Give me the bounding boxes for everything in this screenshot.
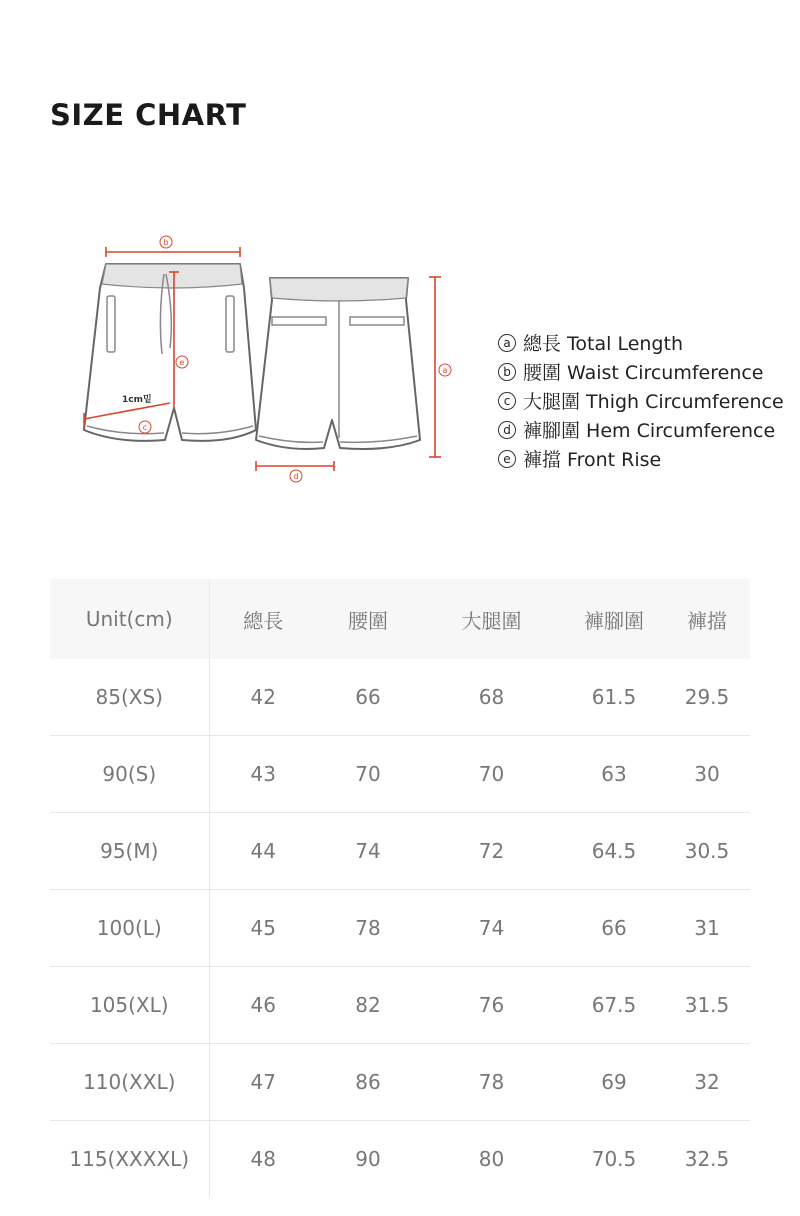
table-cell: 74 (317, 813, 419, 890)
table-cell: 68 (419, 659, 564, 736)
table-cell: 61.5 (564, 659, 664, 736)
svg-text:a: a (442, 366, 448, 375)
table-cell: 29.5 (664, 659, 750, 736)
table-cell: 32.5 (684, 1147, 730, 1171)
table-row (50, 813, 750, 890)
size-cell: 110(XXL) (50, 1044, 209, 1121)
legend-label: 總長 Total Length (523, 333, 683, 355)
table-cell: 48 (250, 1147, 276, 1171)
svg-text:d: d (293, 472, 299, 481)
table-row (50, 890, 750, 967)
header-cell: 腰圍 (317, 579, 419, 659)
table-cell: 43 (209, 736, 317, 813)
shorts-diagram (78, 230, 468, 490)
header-cell: 褲擋 (664, 579, 750, 659)
size-table (50, 579, 750, 1197)
table-cell: 63 (564, 736, 664, 813)
marker-d (290, 470, 302, 482)
svg-text:e: e (179, 358, 185, 367)
table-cell: 47 (209, 1044, 317, 1121)
table-cell: 30.5 (664, 813, 750, 890)
table-cell: 72 (419, 813, 564, 890)
table-cell: 44 (209, 813, 317, 890)
legend-item-hem (498, 415, 784, 444)
front-waistband (102, 264, 242, 288)
table-cell: 30 (664, 736, 750, 813)
legend-label: 腰圍 Waist Circumference (523, 362, 764, 384)
legend-label: 大腿圍 Thigh Circumference (523, 391, 784, 413)
size-cell: 105(XL) (50, 967, 209, 1044)
table-cell: 76 (419, 967, 564, 1044)
size-cell: 85(XS) (50, 659, 209, 736)
table-row (50, 1121, 750, 1198)
table-row (50, 967, 750, 1044)
legend-marker: b (498, 363, 516, 381)
table-cell: 78 (317, 890, 419, 967)
table-cell: 70.5 (591, 1147, 637, 1171)
header-cell: 大腿圍 (419, 579, 564, 659)
marker-a (439, 364, 451, 376)
table-cell: 66 (564, 890, 664, 967)
size-cell: 95(M) (50, 813, 209, 890)
table-cell: 69 (564, 1044, 664, 1121)
back-waistband (270, 278, 408, 301)
table-cell: 80 (478, 1147, 505, 1171)
legend-item-total-length (498, 328, 784, 357)
measurement-legend (498, 328, 784, 473)
table-cell: 74 (419, 890, 564, 967)
legend-label: 褲腳圍 Hem Circumference (523, 420, 776, 442)
marker-b (160, 236, 172, 248)
size-cell: 100(L) (50, 890, 209, 967)
legend-marker: a (498, 334, 516, 352)
table-cell: 66 (317, 659, 419, 736)
marker-e (176, 356, 188, 368)
legend-item-waist (498, 357, 784, 386)
legend-label: 褲擋 Front Rise (523, 449, 662, 471)
table-cell: 90 (355, 1147, 381, 1171)
table-cell: 64.5 (564, 813, 664, 890)
table-cell: 70 (317, 736, 419, 813)
table-row (50, 659, 750, 736)
table-row (50, 1044, 750, 1121)
table-cell: 86 (317, 1044, 419, 1121)
legend-marker: d (498, 421, 516, 439)
page-title: SIZE CHART (50, 98, 247, 132)
table-cell: 70 (419, 736, 564, 813)
marker-c (139, 421, 151, 433)
diagram-note: 1cm밑 (122, 395, 152, 405)
header-cell: 褲腳圍 (564, 579, 664, 659)
legend-marker: e (498, 450, 516, 468)
size-cell: 115(XXXXL) (50, 1121, 209, 1198)
legend-item-thigh (498, 386, 784, 415)
table-cell: 45 (209, 890, 317, 967)
table-cell: 31.5 (664, 967, 750, 1044)
svg-text:c: c (142, 423, 148, 432)
svg-text:b: b (163, 238, 169, 247)
table-cell: 42 (209, 659, 317, 736)
table-cell: 78 (419, 1044, 564, 1121)
legend-item-front-rise (498, 444, 784, 473)
legend-marker: c (498, 392, 516, 410)
table-cell: 32 (664, 1044, 750, 1121)
table-header-row (50, 579, 750, 659)
table-cell: 31 (664, 890, 750, 967)
table-cell: 46 (209, 967, 317, 1044)
table-row (50, 736, 750, 813)
size-cell: 90(S) (50, 736, 209, 813)
header-cell: Unit(cm) (50, 579, 209, 659)
table-cell: 82 (317, 967, 419, 1044)
header-cell: 總長 (209, 579, 317, 659)
table-cell: 67.5 (564, 967, 664, 1044)
back-shorts-outline (256, 278, 420, 449)
